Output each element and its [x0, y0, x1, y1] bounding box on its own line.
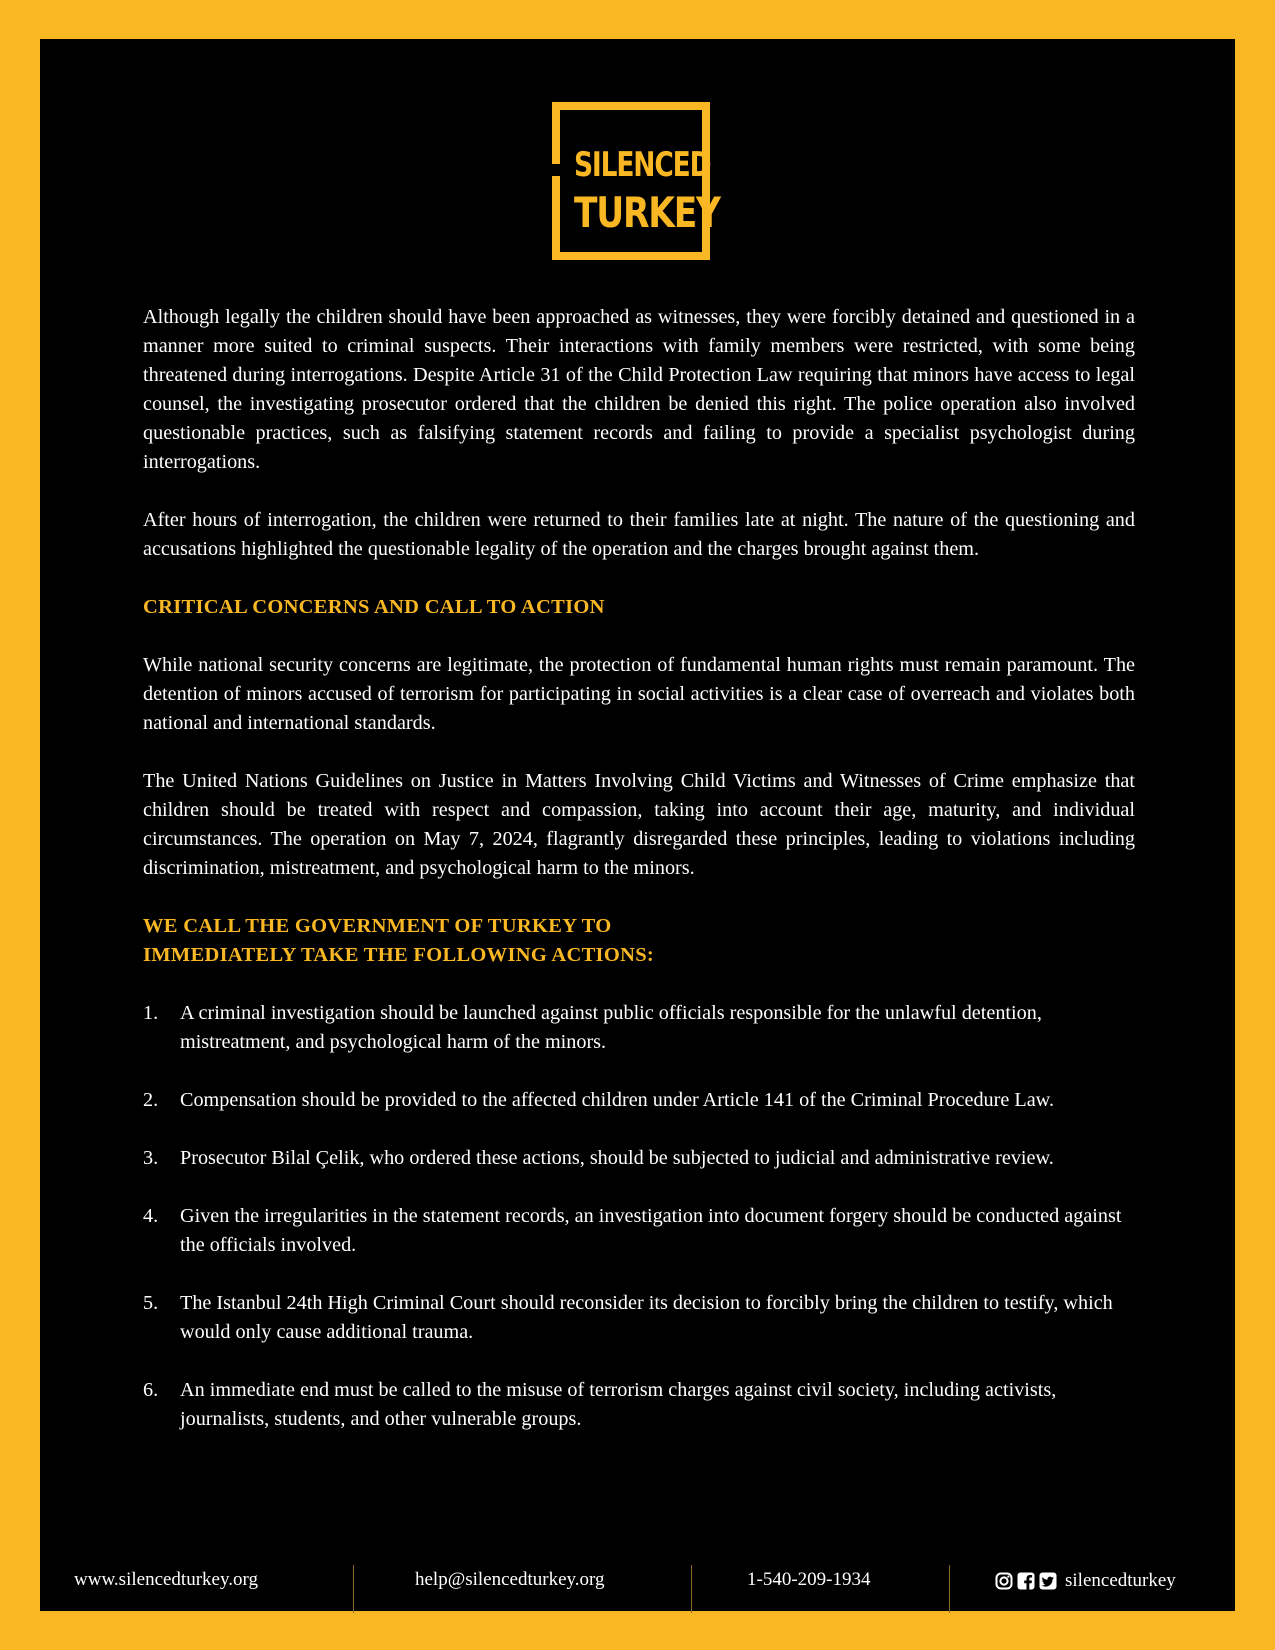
list-item: [143, 1376, 1135, 1434]
twitter-icon[interactable]: [1039, 1572, 1057, 1590]
section-heading-concerns: CRITICAL CONCERNS AND CALL TO ACTION: [143, 596, 605, 618]
logo-line-1: SILENCED: [574, 145, 711, 185]
list-item-number: 2.: [143, 1089, 159, 1111]
facebook-icon[interactable]: [1017, 1572, 1035, 1590]
actions-list: [143, 999, 1135, 1434]
list-item-number: 3.: [143, 1147, 159, 1169]
document-page: [40, 39, 1235, 1611]
paragraph: While national security concerns are legitimate, the protection of fundamental human rights must remain paramount. The detention of minors accused of terrorism for participating in social activities is a clear case of overreach and violates both national and international standards.: [143, 654, 1135, 734]
silenced-turkey-logo: [552, 102, 720, 260]
list-item-text: Compensation should be provided to the affected children under Article 141 of the Criminal Procedure Law.: [180, 1089, 1054, 1111]
footer-divider: [691, 1565, 692, 1613]
list-item-number: 5.: [143, 1292, 159, 1314]
list-item-number: 6.: [143, 1379, 159, 1401]
paragraph: The United Nations Guidelines on Justice in Matters Involving Child Victims and Witnesses of Crime emphasize that children should be treated with respect and compassion, taking into account their age, maturity, and individual circumstances. The operation on May 7, 2024, flagrantly disregarded these principles, leading to violations including discrimination, mistreatment, and psychological harm to the minors.: [143, 770, 1135, 879]
footer-divider: [353, 1565, 354, 1613]
logo-frame-gap: [552, 164, 560, 176]
heading-line-1: WE CALL THE GOVERNMENT OF TURKEY TO: [143, 915, 612, 937]
phone-number[interactable]: 1-540-209-1934: [747, 1569, 871, 1590]
footer-divider: [949, 1565, 950, 1613]
list-item: [143, 1289, 1135, 1347]
instagram-icon[interactable]: [995, 1572, 1013, 1590]
logo-line-2: TURKEY: [574, 188, 720, 237]
email-link[interactable]: help@silencedturkey.org: [415, 1569, 605, 1590]
main-content: [143, 303, 1135, 1463]
paragraph: Although legally the children should have been approached as witnesses, they were forcibly detained and questioned in a manner more suited to criminal suspects. Their interactions with family members were restricted, with some being threatened during interrogations. Despite Article 31 of the Child Protection Law requiring that minors have access to legal counsel, the investigating prosecutor ordered that the children be denied this right. The police operation also involved questionable practices, such as falsifying statement records and failing to provide a specialist psychologist during interrogations.: [143, 306, 1135, 473]
social-handle[interactable]: silencedturkey: [1065, 1569, 1176, 1591]
list-item-number: 4.: [143, 1205, 159, 1227]
list-item-text: Prosecutor Bilal Çelik, who ordered these actions, should be subjected to judicial and administrative review.: [180, 1147, 1054, 1169]
social-links: [995, 1569, 1176, 1592]
footer: [40, 1565, 1235, 1611]
list-item: [143, 1202, 1135, 1260]
list-item-text: The Istanbul 24th High Criminal Court should reconsider its decision to forcibly bring the children to testify, which would only cause additional trauma.: [180, 1292, 1113, 1343]
list-item: [143, 1086, 1135, 1115]
website-link[interactable]: www.silencedturkey.org: [74, 1569, 258, 1590]
section-heading-actions: [143, 912, 1135, 970]
list-item-number: 1.: [143, 1002, 159, 1024]
heading-line-2: IMMEDIATELY TAKE THE FOLLOWING ACTIONS:: [143, 944, 655, 966]
paragraph: After hours of interrogation, the children were returned to their families late at night. The nature of the questioning and accusations highlighted the questionable legality of the operation and the charges brought against them.: [143, 509, 1135, 560]
list-item-text: An immediate end must be called to the misuse of terrorism charges against civil society, including activists, journalists, students, and other vulnerable groups.: [180, 1379, 1057, 1430]
list-item-text: A criminal investigation should be launched against public officials responsible for the unlawful detention, mistreatment, and psychological harm of the minors.: [180, 1002, 1042, 1053]
list-item: [143, 1144, 1135, 1173]
list-item: [143, 999, 1135, 1057]
list-item-text: Given the irregularities in the statement records, an investigation into document forgery should be conducted against the officials involved.: [180, 1205, 1122, 1256]
